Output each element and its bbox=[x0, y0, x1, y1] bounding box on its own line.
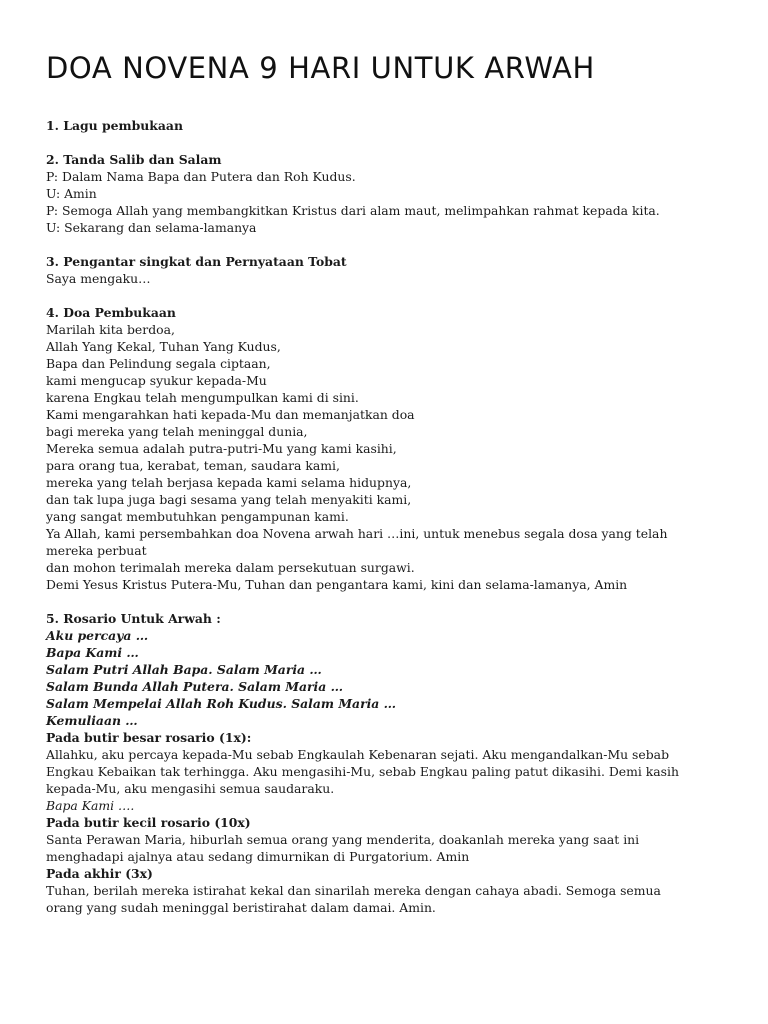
prayer-line: Aku percaya … bbox=[46, 628, 149, 643]
text-line: mereka perbuat bbox=[46, 543, 147, 558]
text-line: Kami mengarahkan hati kepada-Mu dan memanjatkan doa bbox=[46, 407, 415, 422]
section-heading: 5. Rosario Untuk Arwah : bbox=[46, 611, 221, 626]
text-line: kepada-Mu, aku mengasihi semua saudaraku. bbox=[46, 781, 335, 796]
text-line: Tuhan, berilah mereka istirahat kekal dan sinarilah mereka dengan cahaya abadi. Semoga semua bbox=[46, 883, 661, 898]
text-line: Allahku, aku percaya kepada-Mu sebab Engkaulah Kebenaran sejati. Aku mengandalkan-Mu sebab bbox=[46, 747, 669, 762]
text-line: mereka yang telah berjasa kepada kami selama hidupnya, bbox=[46, 475, 412, 490]
section-heading: 3. Pengantar singkat dan Pernyataan Tobat bbox=[46, 254, 347, 269]
text-line: karena Engkau telah mengumpulkan kami di sini. bbox=[46, 390, 359, 405]
text-line: dan tak lupa juga bagi sesama yang telah menyakiti kami, bbox=[46, 492, 412, 507]
text-line: yang sangat membutuhkan pengampunan kami. bbox=[46, 509, 349, 524]
subsection-heading: Pada akhir (3x) bbox=[46, 866, 153, 881]
text-line: Mereka semua adalah putra-putri-Mu yang kami kasihi, bbox=[46, 441, 397, 456]
document-body bbox=[46, 117, 722, 916]
text-line: Ya Allah, kami persembahkan doa Novena arwah hari …ini, untuk menebus segala dosa yang telah bbox=[46, 526, 668, 541]
section-heading: 4. Doa Pembukaan bbox=[46, 305, 176, 320]
prayer-line: Salam Bunda Allah Putera. Salam Maria … bbox=[46, 679, 343, 694]
text-line: menghadapi ajalnya atau sedang dimurnikan di Purgatorium. Amin bbox=[46, 849, 470, 864]
text-line: Saya mengaku… bbox=[46, 271, 151, 286]
prayer-line: Bapa Kami …. bbox=[46, 798, 135, 813]
text-line: kami mengucap syukur kepada-Mu bbox=[46, 373, 267, 388]
document-title: DOA NOVENA 9 HARI UNTUK ARWAH bbox=[46, 51, 595, 85]
text-line: Engkau Kebaikan tak terhingga. Aku mengasihi-Mu, sebab Engkau paling patut dikasihi. Demi kasih bbox=[46, 764, 679, 779]
text-line: U: Sekarang dan selama-lamanya bbox=[46, 220, 257, 235]
text-line: para orang tua, kerabat, teman, saudara kami, bbox=[46, 458, 340, 473]
prayer-line: Salam Putri Allah Bapa. Salam Maria … bbox=[46, 662, 322, 677]
subsection-heading: Pada butir kecil rosario (10x) bbox=[46, 815, 251, 830]
subsection-heading: Pada butir besar rosario (1x): bbox=[46, 730, 252, 745]
text-line: Santa Perawan Maria, hiburlah semua orang yang menderita, doakanlah mereka yang saat ini bbox=[46, 832, 640, 847]
prayer-line: Bapa Kami … bbox=[46, 645, 139, 660]
prayer-line: Kemuliaan … bbox=[46, 713, 138, 728]
text-line: dan mohon terimalah mereka dalam persekutuan surgawi. bbox=[46, 560, 415, 575]
text-line: bagi mereka yang telah meninggal dunia, bbox=[46, 424, 308, 439]
section-heading: 1. Lagu pembukaan bbox=[46, 118, 183, 133]
text-line: P: Dalam Nama Bapa dan Putera dan Roh Kudus. bbox=[46, 169, 356, 184]
text-line: Marilah kita berdoa, bbox=[46, 322, 175, 337]
text-line: Allah Yang Kekal, Tuhan Yang Kudus, bbox=[46, 339, 281, 354]
prayer-line: Salam Mempelai Allah Roh Kudus. Salam Maria … bbox=[46, 696, 397, 711]
section-heading: 2. Tanda Salib dan Salam bbox=[46, 152, 222, 167]
text-line: orang yang sudah meninggal beristirahat dalam damai. Amin. bbox=[46, 900, 436, 915]
text-line: P: Semoga Allah yang membangkitkan Kristus dari alam maut, melimpahkan rahmat kepada kita. bbox=[46, 203, 660, 218]
text-line: Demi Yesus Kristus Putera-Mu, Tuhan dan pengantara kami, kini dan selama-lamanya, Amin bbox=[46, 577, 628, 592]
text-line: Bapa dan Pelindung segala ciptaan, bbox=[46, 356, 271, 371]
text-line: U: Amin bbox=[46, 186, 97, 201]
